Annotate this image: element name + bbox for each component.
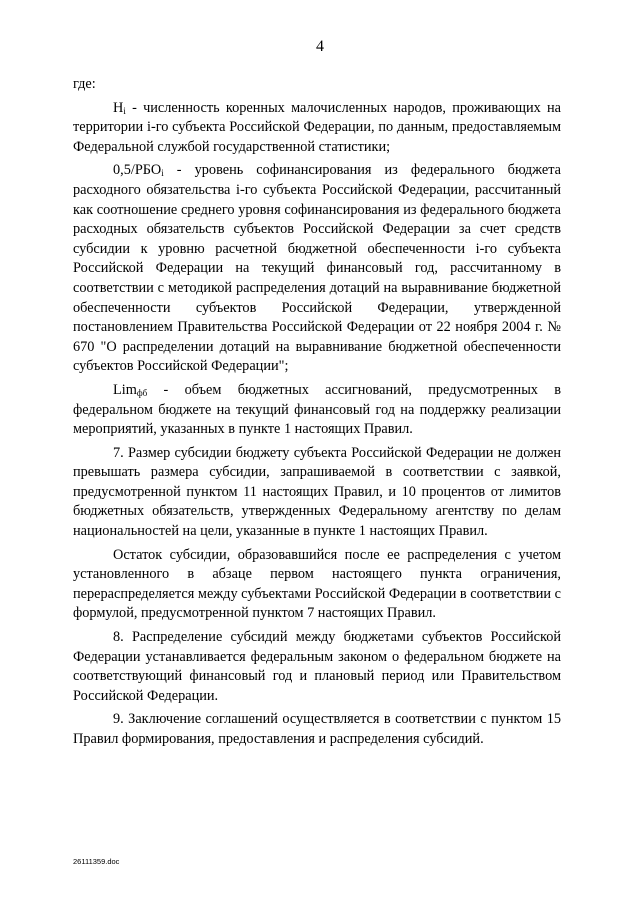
paragraph-text: - объем бюджетных ассигнований, предусмотренных в федеральном бюджете на текущий финансовый год на поддержку реализации мероприятий, указанных в пункте 1 настоящих Правил.	[73, 381, 561, 438]
footer-filename: 26111359.doc	[73, 857, 120, 866]
paragraph-remainder	[73, 546, 561, 624]
paragraph-text: 8. Распределение субсидий между бюджетами субъектов Российской Федерации устанавливается федеральным законом о федеральном бюджете на соответствующий финансовый год и плановый период или Правительством Российской Федерации.	[73, 629, 561, 704]
formula-subscript: фб	[136, 387, 148, 398]
paragraph-clause-9	[73, 710, 561, 749]
paragraph-rbo-definition	[73, 161, 561, 377]
paragraph-clause-7	[73, 444, 561, 542]
formula-symbol: 0,5/РБО	[113, 162, 162, 179]
document-body	[73, 75, 561, 750]
paragraph-text: - уровень софинансирования из федерального бюджета расходного обязательства i-го субъекта Российской Федерации, рассчитанный как соотношение среднего уровня софинансирования из федерального бюджета расходных обязательств субъектов Российской Федерации за счет средств субсидии к уровню расчетной бюджетной обеспеченности i-го субъекта Российской Федерации на текущий финансовый год, рассчитанному в соответствии с методикой распределения дотаций на выравнивание бюджетной обеспеченности субъектов Российской Федерации, утвержденной постановлением Правительства Российской Федерации от 22 ноября 2004 г. № 670 "О распределении дотаций на выравнивание бюджетной обеспеченности субъектов Российской Федерации";	[73, 162, 561, 375]
paragraph-lim-definition	[73, 381, 561, 440]
page-number: 4	[316, 38, 324, 55]
paragraph-text: где:	[73, 76, 96, 92]
formula-symbol: Lim	[113, 381, 137, 398]
formula-subscript: i	[161, 168, 164, 179]
paragraph-h-definition	[73, 99, 561, 158]
paragraph-text: Остаток субсидии, образовавшийся после ее распределения с учетом установленного в абзаце первом настоящего пункта ограничения, перераспределяется между субъектами Российской Федерации в соответствии с формулой, предусмотренной пунктом 7 настоящих Правил.	[73, 546, 561, 622]
paragraph-where	[73, 75, 561, 95]
paragraph-clause-8	[73, 628, 561, 706]
paragraph-text: - численность коренных малочисленных народов, проживающих на территории i-го субъекта Российской Федерации, по данным, предоставляемым Федеральной службой государственной статистики;	[73, 99, 561, 155]
paragraph-text: 7. Размер субсидии бюджету субъекта Российской Федерации не должен превышать размера субсидии, запрашиваемой в соответствии с заявкой, предусмотренной пунктом 11 настоящих Правил, и 10 процентов от лимитов бюджетных обязательств, утвержденных Федеральному агентству по делам национальностей на цели, указанные в пункте 1 настоящих Правил.	[73, 444, 561, 540]
formula-symbol: H	[113, 99, 124, 116]
paragraph-text: 9. Заключение соглашений осуществляется в соответствии с пунктом 15 Правил формирования, предоставления и распределения субсидий.	[73, 711, 561, 747]
formula-subscript: i	[123, 105, 126, 116]
